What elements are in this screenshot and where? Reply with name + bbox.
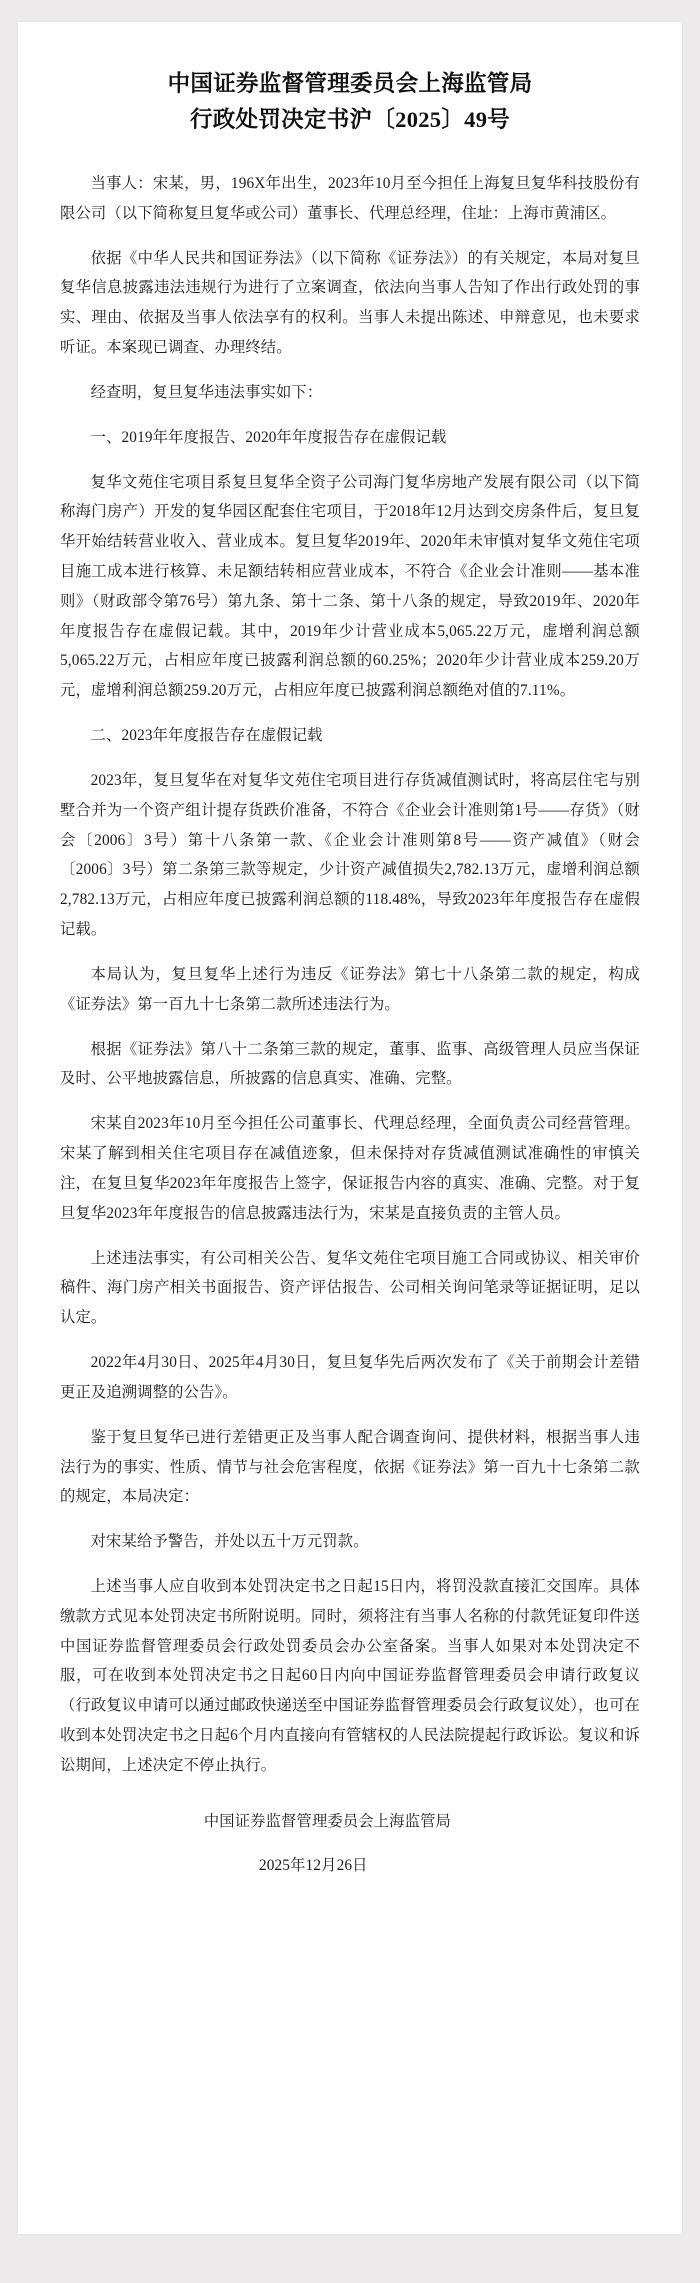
document-body (60, 169, 640, 1781)
paragraph-evidence: 上述违法事实，有公司相关公告、复华文苑住宅项目施工合同或协议、相关审价稿件、海门房产相关书面报告、资产评估报告、公司相关询问笔录等证据证明，足以认定。 (60, 1249, 640, 1327)
paragraph-section-one-heading: 一、2019年年度报告、2020年年度报告存在虚假记载 (90, 428, 447, 446)
issue-date: 2025年12月26日 (258, 1856, 368, 1874)
paragraph-legal-basis: 依据《中华人民共和国证券法》（以下简称《证券法》）的有关规定，本局对复旦复华信息披露违法违规行为进行了立案调查，依法向当事人告知了作出行政处罚的事实、理由、依据及当事人依法享有的权利。当事人未提出陈述、申辩意见，也未要求听证。本案现已调查、办理终结。 (60, 249, 640, 357)
title-line-2: 行政处罚决定书沪〔2025〕49号 (189, 107, 511, 133)
document-sheet (18, 22, 682, 2234)
paragraph-section-two-heading: 二、2023年年度报告存在虚假记载 (90, 727, 323, 745)
paragraph-section-one-detail: 复华文苑住宅项目系复旦复华全资子公司海门复华房地产发展有限公司（以下简称海门房产）开发的复华园区配套住宅项目，于2018年12月达到交房条件后，复旦复华开始结转营业收入、营业成本。复旦复华2019年、2020年未审慎对复华文苑住宅项目施工成本进行核算、未足额结转相应营业成本，不符合《企业会计准则——基本准则》（财政部令第76号）第九条、第十二条、第十八条的规定，导致2019年、2020年年度报告存在虚假记载。其中，2019年少计营业成本5,065.22万元，虚增利润总额5,065.22万元，占相应年度已披露利润总额的60.25%；2020年少计营业成本259.20万元，虚增利润总额259.20万元，占相应年度已披露利润总额绝对值的7.11%。 (60, 473, 640, 700)
paragraph-announcements: 2022年4月30日、2025年4月30日，复旦复华先后两次发布了《关于前期会计差错更正及追溯调整的公告》。 (60, 1354, 640, 1401)
paragraph-findings-intro: 经查明，复旦复华违法事实如下： (90, 383, 323, 401)
paragraph-payment-and-appeal: 上述当事人应自收到本处罚决定书之日起15日内，将罚没款直接汇交国库。具体缴款方式见本处罚决定书所附说明。同时，须将注有当事人名称的付款凭证复印件送中国证券监督管理委员会行政处罚委员会办公室备案。当事人如果对本处罚决定不服，可在收到本处罚决定书之日起60日内向中国证券监督管理委员会申请行政复议（行政复议申请可以通过邮政快递送至中国证券监督管理委员会行政复议处），也可在收到本处罚决定书之日起6个月内直接向有管辖权的人民法院提起行政诉讼。复议和诉讼期间，上述决定不停止执行。 (60, 1578, 640, 1774)
paragraph-decision-basis: 鉴于复旦复华已进行差错更正及当事人配合调查询问、提供材料，根据当事人违法行为的事实、性质、情节与社会危害程度，依据《证券法》第一百九十七条第二款的规定，本局决定： (60, 1428, 640, 1506)
paragraph-disclosure-duty: 根据《证券法》第八十二条第三款的规定，董事、监事、高级管理人员应当保证及时、公平地披露信息，所披露的信息真实、准确、完整。 (60, 1040, 640, 1088)
issuing-authority: 中国证券监督管理委员会上海监管局 (203, 1812, 451, 1830)
page-title (60, 66, 640, 139)
paragraph-party: 当事人：宋某，男，196X年出生，2023年10月至今担任上海复旦复华科技股份有限公司（以下简称复旦复华或公司）董事长、代理总经理，住址：上海市黄浦区。 (60, 174, 640, 222)
title-line-1: 中国证券监督管理委员会上海监管局 (167, 71, 533, 96)
paragraph-section-two-detail: 2023年，复旦复华在对复华文苑住宅项目进行存货减值测试时，将高层住宅与别墅合并为一个资产组计提存货跌价准备，不符合《企业会计准则第1号——存货》（财会〔2006〕3号）第十八条第一款、《企业会计准则第8号——资产减值》（财会〔2006〕3号）第二条第三款等规定，少计资产减值损失2,782.13万元，虚增利润总额2,782.13万元，占相应年度已披露利润总额的118.48%，导致2023年年度报告存在虚假记载。 (60, 771, 640, 939)
paragraph-responsible-person: 宋某自2023年10月至今担任公司董事长、代理总经理，全面负责公司经营管理。宋某了解到相关住宅项目存在减值迹象，但未保持对存货减值测试准确性的审慎关注，在复旦复华2023年年度报告上签字，保证报告内容的真实、准确、完整。对于复旦复华2023年年度报告的信息披露违法行为，宋某是直接负责的主管人员。 (60, 1115, 640, 1222)
paragraph-penalty: 对宋某给予警告，并处以五十万元罚款。 (90, 1533, 369, 1551)
paragraph-violation-conclusion: 本局认为，复旦复华上述行为违反《证券法》第七十八条第二款的规定，构成《证券法》第一百九十七条第二款所述违法行为。 (60, 965, 640, 1013)
signature-block (60, 1807, 640, 1881)
